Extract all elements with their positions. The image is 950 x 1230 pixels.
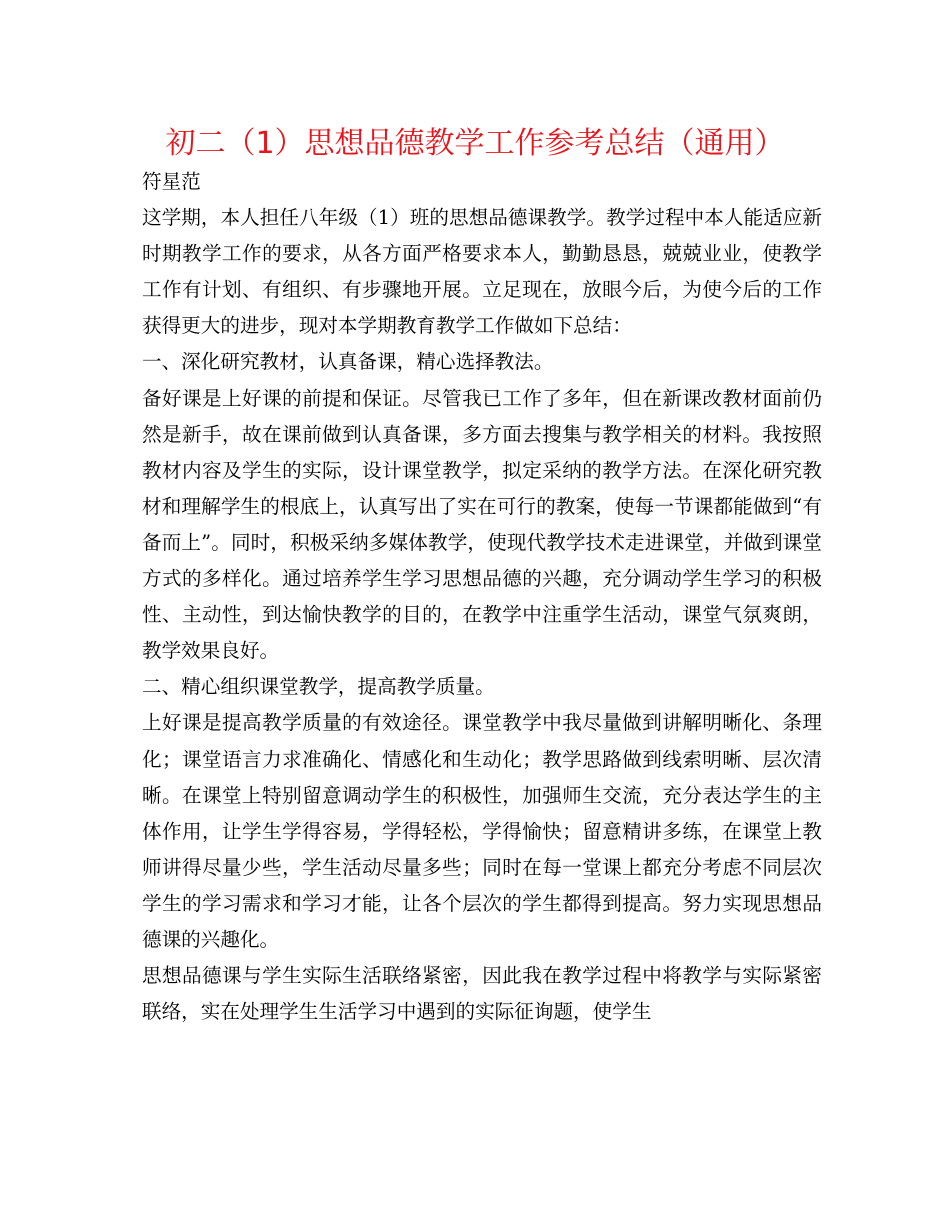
paragraph-section-2: 上好课是提高教学质量的有效途径。课堂教学中我尽量做到讲解明晰化、条理化；课堂语言力求准确化、情感化和生动化；教学思路做到线索明晰、层次清晰。在课堂上特别留意调动学生的积极性，加强师生交流，充分表达学生的主体作用，让学生学得容易，学得轻松，学得愉快；留意精讲多练，在课堂上教师讲得尽量少些，学生活动尽量多些；同时在每一堂课上都充分考虑不同层次学生的学习需求和学习才能，让各个层次的学生都得到提高。努力实现思想品德课的兴趣化。	[142, 711, 822, 951]
section-heading-2: 二、精心组织课堂教学，提高教学质量。	[142, 675, 495, 699]
paragraph-section-2-continued: 思想品德课与学生实际生活联络紧密，因此我在教学过程中将教学与实际紧密联络，实在处理学生生活学习中遇到的实际征询题，使学生	[142, 964, 822, 1024]
paragraph-intro: 这学期，本人担任八年级（1）班的思想品德课教学。教学过程中本人能适应新时期教学工作的要求，从各方面严格要求本人，勤勤恳恳，兢兢业业，使教学工作有计划、有组织、有步骤地开展。立足现在，放眼今后，为使今后的工作获得更大的进步，现对本学期教育教学工作做如下总结：	[142, 206, 822, 338]
document-title: 初二（1）思想品德教学工作参考总结（通用）	[165, 126, 785, 161]
paragraph-section-1: 备好课是上好课的前提和保证。尽管我已工作了多年，但在新课改教材面前仍然是新手，故在课前做到认真备课，多方面去搜集与教学相关的材料。我按照教材内容及学生的实际，设计课堂教学，拟定采纳的教学方法。在深化研究教材和理解学生的根底上，认真写出了实在可行的教案，使每一节课都能做到“有备而上”。同时，积极采纳多媒体教学，使现代教学技术走进课堂，并做到课堂方式的多样化。通过培养学生学习思想品德的兴趣，充分调动学生学习的积极性、主动性，到达愉快教学的目的，在教学中注重学生活动，课堂气氛爽朗，教学效果良好。	[142, 386, 822, 663]
document-body	[142, 164, 822, 1030]
section-heading-1: 一、深化研究教材，认真备课，精心选择教法。	[142, 350, 554, 374]
author-name: 符星范	[142, 170, 201, 193]
